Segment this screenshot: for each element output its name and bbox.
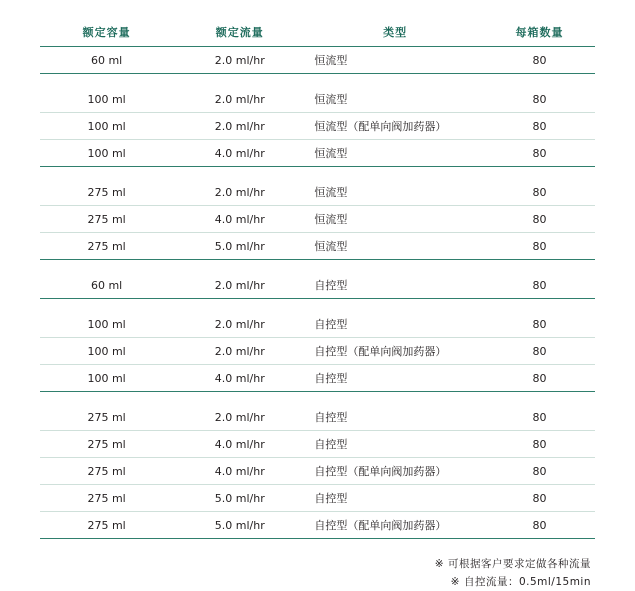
footnote-2-text: 自控流量：0.5ml/15min	[463, 576, 591, 588]
footnotes	[40, 555, 595, 591]
cell-type: 自控型	[306, 404, 484, 431]
cell-capacity: 275 ml	[40, 179, 173, 206]
column-header-quantity: 每箱数量	[484, 24, 595, 47]
cell-quantity: 80	[484, 365, 595, 392]
cell-capacity: 100 ml	[40, 311, 173, 338]
cell-quantity: 80	[484, 179, 595, 206]
group-spacer	[40, 167, 595, 180]
cell-capacity: 275 ml	[40, 233, 173, 260]
column-header-type: 类型	[306, 24, 484, 47]
cell-flow-rate: 2.0 ml/hr	[173, 311, 306, 338]
cell-capacity: 100 ml	[40, 86, 173, 113]
cell-quantity: 80	[484, 272, 595, 299]
cell-capacity: 60 ml	[40, 47, 173, 74]
cell-type: 自控型（配单向阀加药器）	[306, 512, 484, 539]
cell-capacity: 100 ml	[40, 338, 173, 365]
cell-capacity: 100 ml	[40, 365, 173, 392]
cell-type: 自控型（配单向阀加药器）	[306, 458, 484, 485]
table-row	[40, 458, 595, 485]
table-row	[40, 338, 595, 365]
group-spacer	[40, 392, 595, 405]
cell-quantity: 80	[484, 485, 595, 512]
cell-flow-rate: 2.0 ml/hr	[173, 272, 306, 299]
cell-flow-rate: 5.0 ml/hr	[173, 485, 306, 512]
cell-type: 自控型	[306, 431, 484, 458]
table-row	[40, 311, 595, 338]
cell-quantity: 80	[484, 512, 595, 539]
cell-flow-rate: 4.0 ml/hr	[173, 458, 306, 485]
cell-type: 自控型（配单向阀加药器）	[306, 338, 484, 365]
cell-flow-rate: 2.0 ml/hr	[173, 47, 306, 74]
spacer-cell	[40, 167, 595, 180]
cell-flow-rate: 2.0 ml/hr	[173, 404, 306, 431]
table-body	[40, 47, 595, 539]
table-row	[40, 47, 595, 74]
cell-capacity: 275 ml	[40, 431, 173, 458]
cell-capacity: 275 ml	[40, 206, 173, 233]
spacer-cell	[40, 74, 595, 87]
table-row	[40, 431, 595, 458]
table-row	[40, 140, 595, 167]
footnote-mark-icon: ※	[434, 558, 444, 570]
group-spacer	[40, 299, 595, 312]
specification-table	[40, 24, 595, 539]
cell-flow-rate: 2.0 ml/hr	[173, 338, 306, 365]
cell-quantity: 80	[484, 113, 595, 140]
cell-type: 自控型	[306, 485, 484, 512]
table-header	[40, 24, 595, 47]
cell-flow-rate: 2.0 ml/hr	[173, 179, 306, 206]
cell-quantity: 80	[484, 311, 595, 338]
cell-quantity: 80	[484, 86, 595, 113]
cell-quantity: 80	[484, 404, 595, 431]
cell-flow-rate: 5.0 ml/hr	[173, 233, 306, 260]
cell-flow-rate: 4.0 ml/hr	[173, 206, 306, 233]
cell-flow-rate: 4.0 ml/hr	[173, 431, 306, 458]
cell-quantity: 80	[484, 140, 595, 167]
cell-flow-rate: 4.0 ml/hr	[173, 140, 306, 167]
cell-type: 自控型	[306, 272, 484, 299]
cell-quantity: 80	[484, 338, 595, 365]
table-header-row	[40, 24, 595, 47]
table-row	[40, 512, 595, 539]
cell-quantity: 80	[484, 233, 595, 260]
table-row	[40, 365, 595, 392]
footnote-2	[40, 573, 591, 591]
table-row	[40, 86, 595, 113]
cell-quantity: 80	[484, 458, 595, 485]
cell-quantity: 80	[484, 206, 595, 233]
column-header-capacity: 额定容量	[40, 24, 173, 47]
table-row	[40, 485, 595, 512]
cell-flow-rate: 4.0 ml/hr	[173, 365, 306, 392]
table-row	[40, 404, 595, 431]
table-row	[40, 233, 595, 260]
footnote-1-text: 可根据客户要求定做各种流量	[448, 558, 591, 570]
cell-type: 恒流型	[306, 86, 484, 113]
table-row	[40, 179, 595, 206]
footnote-1	[40, 555, 591, 573]
cell-capacity: 275 ml	[40, 512, 173, 539]
cell-capacity: 275 ml	[40, 404, 173, 431]
cell-type: 恒流型	[306, 179, 484, 206]
cell-capacity: 60 ml	[40, 272, 173, 299]
cell-capacity: 275 ml	[40, 458, 173, 485]
cell-type: 自控型	[306, 311, 484, 338]
cell-type: 恒流型	[306, 206, 484, 233]
cell-flow-rate: 5.0 ml/hr	[173, 512, 306, 539]
table-row	[40, 113, 595, 140]
group-spacer	[40, 260, 595, 273]
cell-capacity: 100 ml	[40, 113, 173, 140]
table-row	[40, 272, 595, 299]
cell-quantity: 80	[484, 47, 595, 74]
spacer-cell	[40, 260, 595, 273]
spacer-cell	[40, 299, 595, 312]
cell-type: 自控型	[306, 365, 484, 392]
column-header-flow-rate: 额定流量	[173, 24, 306, 47]
cell-type: 恒流型	[306, 140, 484, 167]
table-row	[40, 206, 595, 233]
cell-type: 恒流型（配单向阀加药器）	[306, 113, 484, 140]
cell-type: 恒流型	[306, 47, 484, 74]
cell-quantity: 80	[484, 431, 595, 458]
cell-capacity: 100 ml	[40, 140, 173, 167]
cell-flow-rate: 2.0 ml/hr	[173, 113, 306, 140]
group-spacer	[40, 74, 595, 87]
cell-type: 恒流型	[306, 233, 484, 260]
cell-flow-rate: 2.0 ml/hr	[173, 86, 306, 113]
footnote-mark-icon: ※	[450, 576, 460, 588]
cell-capacity: 275 ml	[40, 485, 173, 512]
spacer-cell	[40, 392, 595, 405]
